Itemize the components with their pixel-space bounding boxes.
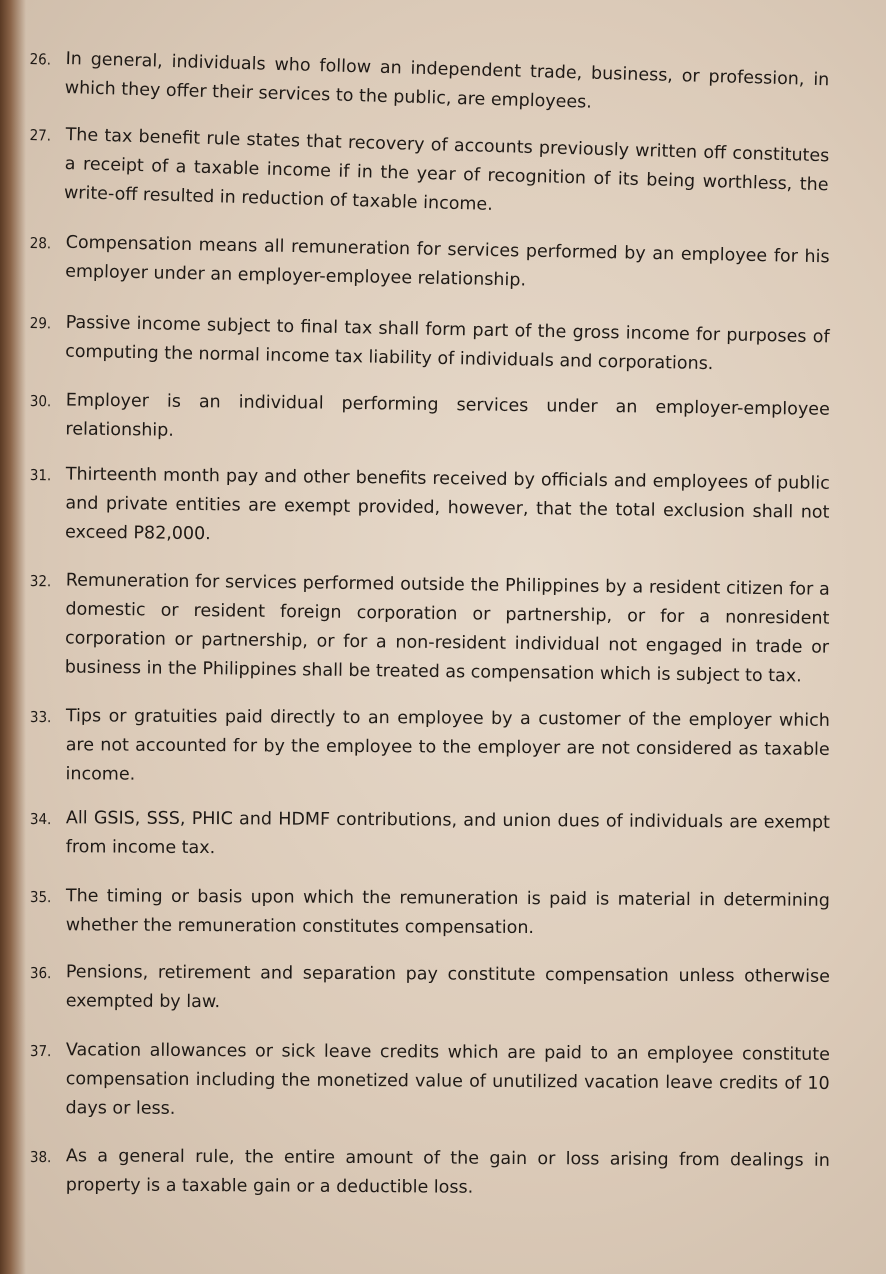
statement-item-26 (29, 44, 830, 113)
item-text: The timing or basis upon which the remuneration is paid is material in determining whether the remuneration constitutes compensation. (65, 886, 830, 939)
item-text: Passive income subject to final tax shall form part of the gross income for purposes of computing the normal income tax liability of individuals and corporations. (64, 312, 830, 375)
item-text: Remuneration for services performed outside the Philippines by a resident citizen for a domestic or resident foreign corporation or partnership, or for a nonresident corporation or partnership, or for a non-resident individual not engaged in trade or business in the Philippines shall be treated as compensation which is subject to tax. (64, 570, 830, 687)
item-number: 29. (29, 313, 52, 333)
statement-item-31 (29, 460, 830, 545)
statement-item-32 (29, 566, 830, 687)
book-binding-shadow (0, 0, 26, 1274)
item-number: 28. (29, 233, 52, 253)
item-text: Compensation means all remuneration for services performed by an employee for his employer under an employer-employee relationship. (64, 232, 830, 291)
item-number: 35. (29, 887, 52, 907)
item-number: 31. (29, 465, 52, 485)
statement-item-35 (29, 882, 830, 939)
item-text: Vacation allowances or sick leave credits which are paid to an employee constitute compensation including the monetized value of unutilized vacation leave credits of 10 days or less. (65, 1040, 830, 1119)
item-text: Thirteenth month pay and other benefits received by officials and employees of public and private entities are exempt provided, however, that the total exclusion shall not exceed P82,000. (64, 464, 830, 545)
statement-item-29 (29, 308, 830, 375)
statement-item-38 (29, 1142, 830, 1198)
statement-item-37 (29, 1036, 830, 1119)
item-text: In general, individuals who follow an independent trade, business, or profession, in which they offer their services to the public, are employees. (64, 49, 830, 113)
item-text: All GSIS, SSS, PHIC and HDMF contributions, and union dues of individuals are exempt from income tax. (65, 808, 830, 859)
item-number: 38. (29, 1147, 52, 1167)
statement-item-34 (29, 804, 830, 859)
item-number: 37. (29, 1041, 52, 1061)
item-number: 34. (29, 809, 52, 829)
item-text: Tips or gratuities paid directly to an employee by a customer of the employer which are not accounted for by the employee to the employer are not considered as taxable income. (65, 706, 830, 785)
item-text: As a general rule, the entire amount of the gain or loss arising from dealings in property is a taxable gain or a deductible loss. (65, 1146, 830, 1198)
statement-item-33 (29, 702, 830, 785)
statement-item-30 (29, 386, 830, 441)
statement-item-28 (29, 228, 830, 291)
item-text: The tax benefit rule states that recovery of accounts previously written off constitutes a receipt of a taxable income if in the year of recognition of its being worthless, the write-off resulted in reduction of taxable income. (63, 125, 830, 215)
statement-item-36 (29, 958, 830, 1013)
item-number: 30. (29, 391, 52, 411)
item-number: 36. (29, 963, 52, 983)
statement-item-27 (29, 120, 830, 215)
item-number: 26. (29, 49, 52, 69)
item-text: Pensions, retirement and separation pay constitute compensation unless otherwise exempted by law. (65, 962, 830, 1013)
item-number: 33. (29, 707, 52, 727)
item-number: 32. (29, 571, 52, 591)
item-text: Employer is an individual performing services under an employer-employee relationship. (65, 390, 830, 441)
item-number: 27. (29, 125, 52, 145)
